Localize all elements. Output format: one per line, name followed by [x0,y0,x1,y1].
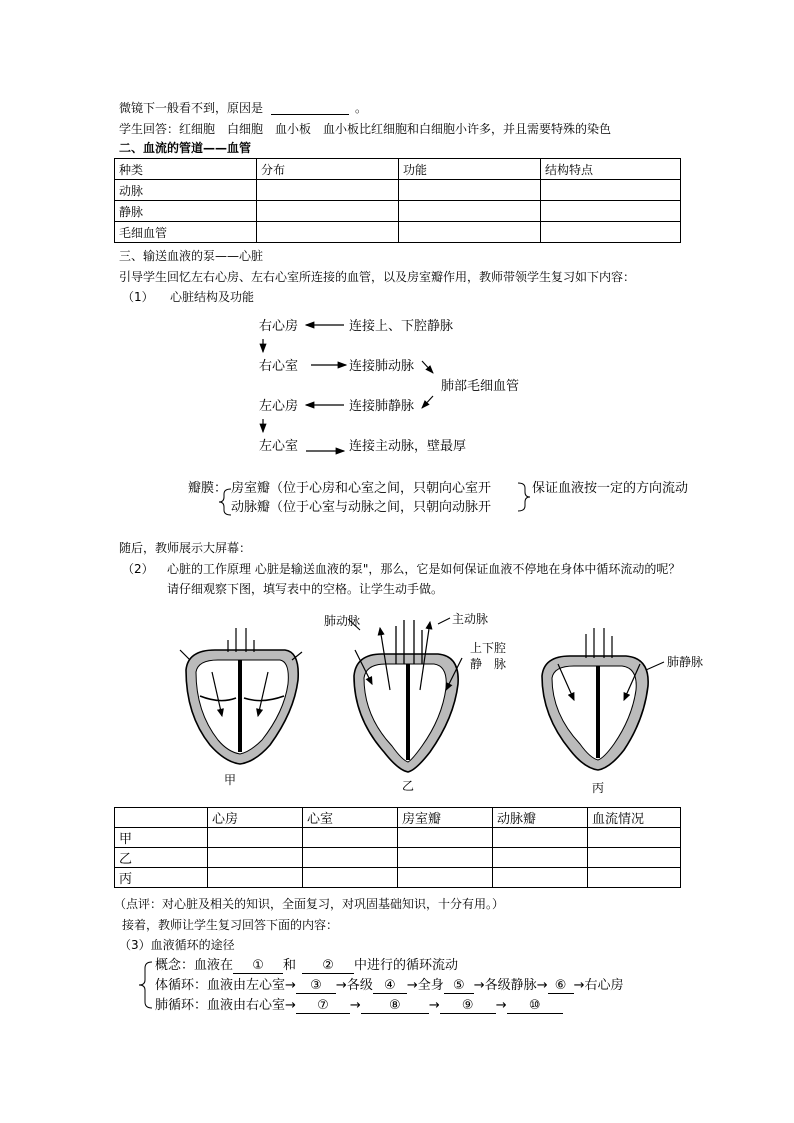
student-answer: 学生回答：红细胞 白细胞 血小板 血小板比红细胞和白细胞小许多，并且需要特殊的染色 [119,122,612,136]
pulmonary-text-a: 肺循环：血液由右心室 [155,998,286,1013]
item-1-number: （1） [122,290,154,304]
blank-8[interactable]: ⑧ [361,999,429,1014]
comment: （点评：对心脏及相关的知识，全面复习，对巩固基础知识，十分有用。） [114,897,505,911]
section-3-title: 三、输送血液的泵——心脏 [119,249,264,263]
left-ventricle-label: 左心室 [259,439,299,454]
section-2-title: 二、血流的管道——血管 [119,141,252,155]
arrow-icon: → [495,998,507,1013]
systemic-text-d: 各级静脉 [484,978,537,993]
blank-9[interactable]: ⑨ [440,999,496,1014]
screen-intro: 随后，教师展示大屏幕： [119,541,252,555]
table-header: 血流情况 [588,808,681,828]
concept-text-b: 和 [283,958,297,973]
arrow-icon: → [349,998,361,1013]
systemic-text-e: 右心房 [584,978,624,993]
label-vena-cava-2: 静 脉 [470,657,507,671]
table-header: 动脉瓣 [493,808,588,828]
blank-10[interactable]: ⑩ [507,999,563,1014]
table-cell: 乙 [115,848,208,868]
next-instruction: 接着，教师让学生复习回答下面的内容： [122,918,339,932]
label-pulmonary-vein: 肺静脉 [667,655,704,669]
systemic-text-c: 全身 [417,978,444,993]
table-header: 房室瓣 [398,808,493,828]
right-ventricle-label: 右心室 [259,359,299,374]
systemic-text-a: 体循环：血液由左心室 [155,978,286,993]
item-3-title: （3）血液循环的途径 [119,938,235,952]
table-cell: 毛细血管 [115,222,257,243]
arrow-icon: → [573,978,585,993]
table-header: 心室 [303,808,398,828]
item-2-instruction: 请仔细观察下图，填写表中的空格。让学生动手做。 [167,582,444,596]
blank-7[interactable]: ⑦ [296,999,350,1014]
blank-2[interactable]: ② [302,959,354,974]
label-bing: 丙 [592,781,605,795]
item-2-text: 心脏的工作原理 心脏是输送血液的泵"，那么，它是如何保证血液不停地在身体中循环流动的呢？ [167,562,681,576]
blank-5[interactable]: ⑤ [444,979,474,994]
table-header: 种类 [115,159,257,180]
systemic-line [155,978,624,994]
arrow-icon: → [335,978,347,993]
concept-text-a: 概念：血液在 [155,958,234,973]
intro-question: 微镜下一般看不到，原因是 [119,101,264,115]
blank-4[interactable]: ④ [373,979,407,994]
valve-conclusion: 保证血液按一定的方向流动 [532,481,689,496]
table-header: 功能 [399,159,541,180]
concept-line [155,958,458,974]
concept-text-c: 中进行的循环流动 [354,958,459,973]
arrow-icon: → [285,978,296,993]
arrow-icon: → [285,998,296,1013]
arrow-icon: → [536,978,548,993]
left-ventricle-connection: 连接主动脉，壁最厚 [349,439,467,454]
table-cell: 静脉 [115,201,257,222]
systemic-text-b: 各级 [346,978,373,993]
arrow-icon: → [406,978,418,993]
left-atrium-label: 左心房 [259,399,299,414]
label-aorta: 主动脉 [452,612,489,626]
table-cell: 动脉 [115,180,257,201]
table-header: 分布 [257,159,399,180]
pulmonary-line [155,998,563,1014]
av-valve-text: 房室瓣（位于心房和心室之间，只朝向心室开 [231,481,492,496]
guide-text: 引导学生回忆左右心房、左右心室所连接的血管，以及房室瓣作用，教师带领学生复习如下内容： [119,270,636,284]
item-2-number: （2） [122,562,154,576]
label-vena-cava-1: 上下腔 [470,641,507,655]
intro-period: 。 [355,101,368,115]
blank-6[interactable]: ⑥ [548,979,574,994]
label-pulmonary-artery: 肺动脉 [324,614,361,628]
right-atrium-connection: 连接上、下腔静脉 [349,319,454,334]
item-1-title: 心脏结构及功能 [170,290,255,304]
table-header: 结构特点 [541,159,681,180]
table-cell: 丙 [115,868,208,888]
label-jia: 甲 [224,773,237,787]
right-atrium-label: 右心房 [259,319,299,334]
table-cell: 甲 [115,828,208,848]
artery-valve-text: 动脉瓣（位于心室与动脉之间，只朝向动脉开 [231,500,492,515]
brace [139,962,152,1008]
left-atrium-connection: 连接肺静脉 [349,399,415,414]
blank-3[interactable]: ③ [296,979,336,994]
arrow-icon: → [473,978,485,993]
label-yi: 乙 [402,779,415,793]
table-header: 心房 [208,808,303,828]
valve-label: 瓣膜： [188,481,228,496]
lung-capillary-label: 肺部毛细血管 [441,379,520,394]
arrow-icon: → [428,998,440,1013]
right-ventricle-connection: 连接肺动脉 [349,359,415,374]
blank-1[interactable]: ① [233,959,283,974]
